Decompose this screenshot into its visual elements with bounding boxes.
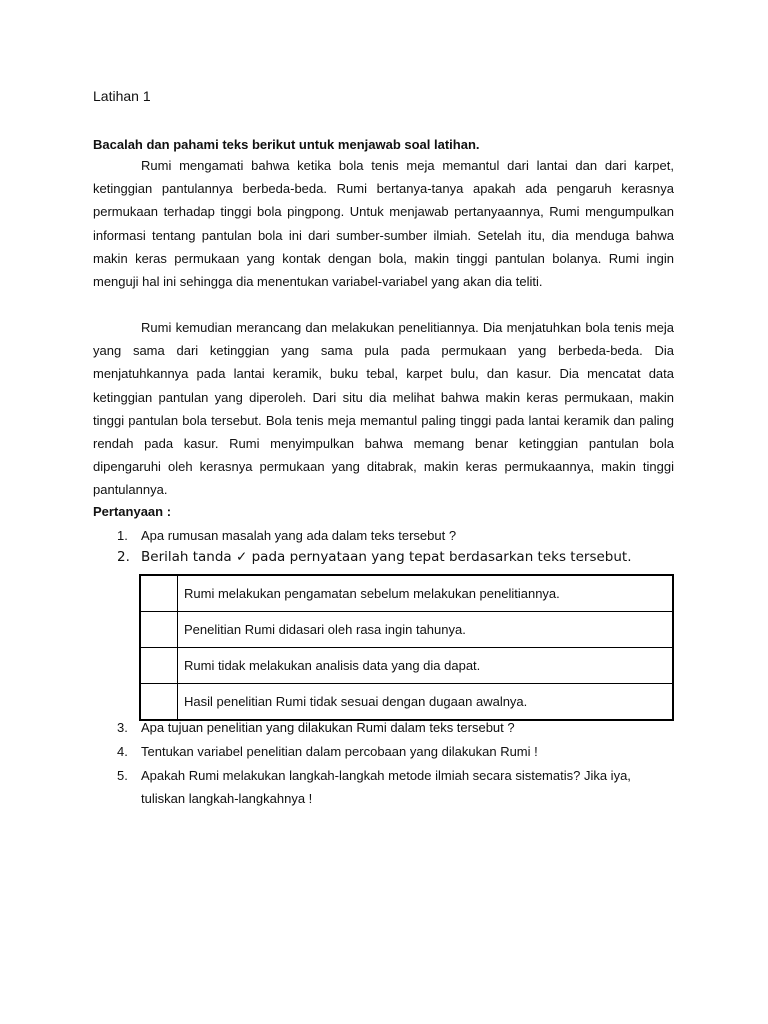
question-text: Apakah Rumi melakukan langkah-langkah metode ilmiah secara sistematis? Jika iya, tuliskan langkah-langkahnya ! xyxy=(141,768,631,806)
statement-text: Penelitian Rumi didasari oleh rasa ingin tahunya. xyxy=(178,612,674,648)
question-text: Apa tujuan penelitian yang dilakukan Rumi dalam teks tersebut ? xyxy=(141,720,515,735)
paragraph-1 xyxy=(93,154,674,293)
check-box[interactable] xyxy=(140,575,178,612)
question-3 xyxy=(93,716,674,739)
paragraph-2 xyxy=(93,316,674,502)
page-title: Latihan 1 xyxy=(93,88,151,104)
check-box[interactable] xyxy=(140,684,178,721)
table-row xyxy=(140,684,673,721)
question-number: 2. xyxy=(117,549,130,565)
check-box[interactable] xyxy=(140,648,178,684)
question-number: 5. xyxy=(117,768,128,783)
questions-heading: Pertanyaan : xyxy=(93,504,172,519)
check-box[interactable] xyxy=(140,612,178,648)
table-row xyxy=(140,575,673,612)
question-number: 4. xyxy=(117,744,128,759)
instruction: Bacalah dan pahami teks berikut untuk menjawab soal latihan. xyxy=(93,137,480,152)
paragraph-2-text: Rumi kemudian merancang dan melakukan penelitiannya. Dia menjatuhkan bola tenis meja yang sama dari ketinggian yang sama pula pada permukaan yang berbeda-beda. Dia menjatuhkannya pada lantai keramik, buku tebal, karpet bulu, dan kasur. Dia mencatat data ketinggian pantulan yang diperoleh. Dari situ dia melihat bahwa makin keras permukaan, makin tinggi pantulan bola tersebut. Bola tenis meja memantul paling tinggi pada lantai keramik dan paling rendah pada kasur. Rumi menyimpulkan bahwa memang benar ketinggian pantulan bola dipengaruhi oleh kerasnya permukaan yang ditabrak, makin keras permukaannya, makin tinggi pantulannya. xyxy=(93,320,674,498)
table-row xyxy=(140,612,673,648)
question-2 xyxy=(93,546,674,569)
table-row xyxy=(140,648,673,684)
question-number: 1. xyxy=(117,528,128,543)
paragraph-1-text: Rumi mengamati bahwa ketika bola tenis meja memantul dari lantai dan dari karpet, ketinggian pantulannya berbeda-beda. Rumi bertanya-tanya apakah ada pengaruh kerasnya permukaan terhadap tinggi bola pingpong. Untuk menjawab pertanyaannya, Rumi mengumpulkan informasi tentang pantulan bola ini dari sumber-sumber ilmiah. Setelah itu, dia menduga bahwa makin keras permukaan yang kontak dengan bola, makin tinggi pantulan bolanya. Rumi ingin menguji hal ini sehingga dia menentukan variabel-variabel yang akan dia teliti. xyxy=(93,158,674,290)
question-text: Apa rumusan masalah yang ada dalam teks tersebut ? xyxy=(141,528,457,543)
statement-text: Rumi melakukan pengamatan sebelum melakukan penelitiannya. xyxy=(178,575,674,612)
statement-text: Rumi tidak melakukan analisis data yang dia dapat. xyxy=(178,648,674,684)
statement-check-table xyxy=(139,574,674,721)
question-4 xyxy=(93,740,674,763)
question-5 xyxy=(93,764,674,810)
question-text: Berilah tanda ✓ pada pernyataan yang tepat berdasarkan teks tersebut. xyxy=(141,549,632,565)
question-text: Tentukan variabel penelitian dalam percobaan yang dilakukan Rumi ! xyxy=(141,744,538,759)
statement-text: Hasil penelitian Rumi tidak sesuai dengan dugaan awalnya. xyxy=(178,684,674,721)
question-1 xyxy=(93,524,674,547)
question-number: 3. xyxy=(117,720,128,735)
